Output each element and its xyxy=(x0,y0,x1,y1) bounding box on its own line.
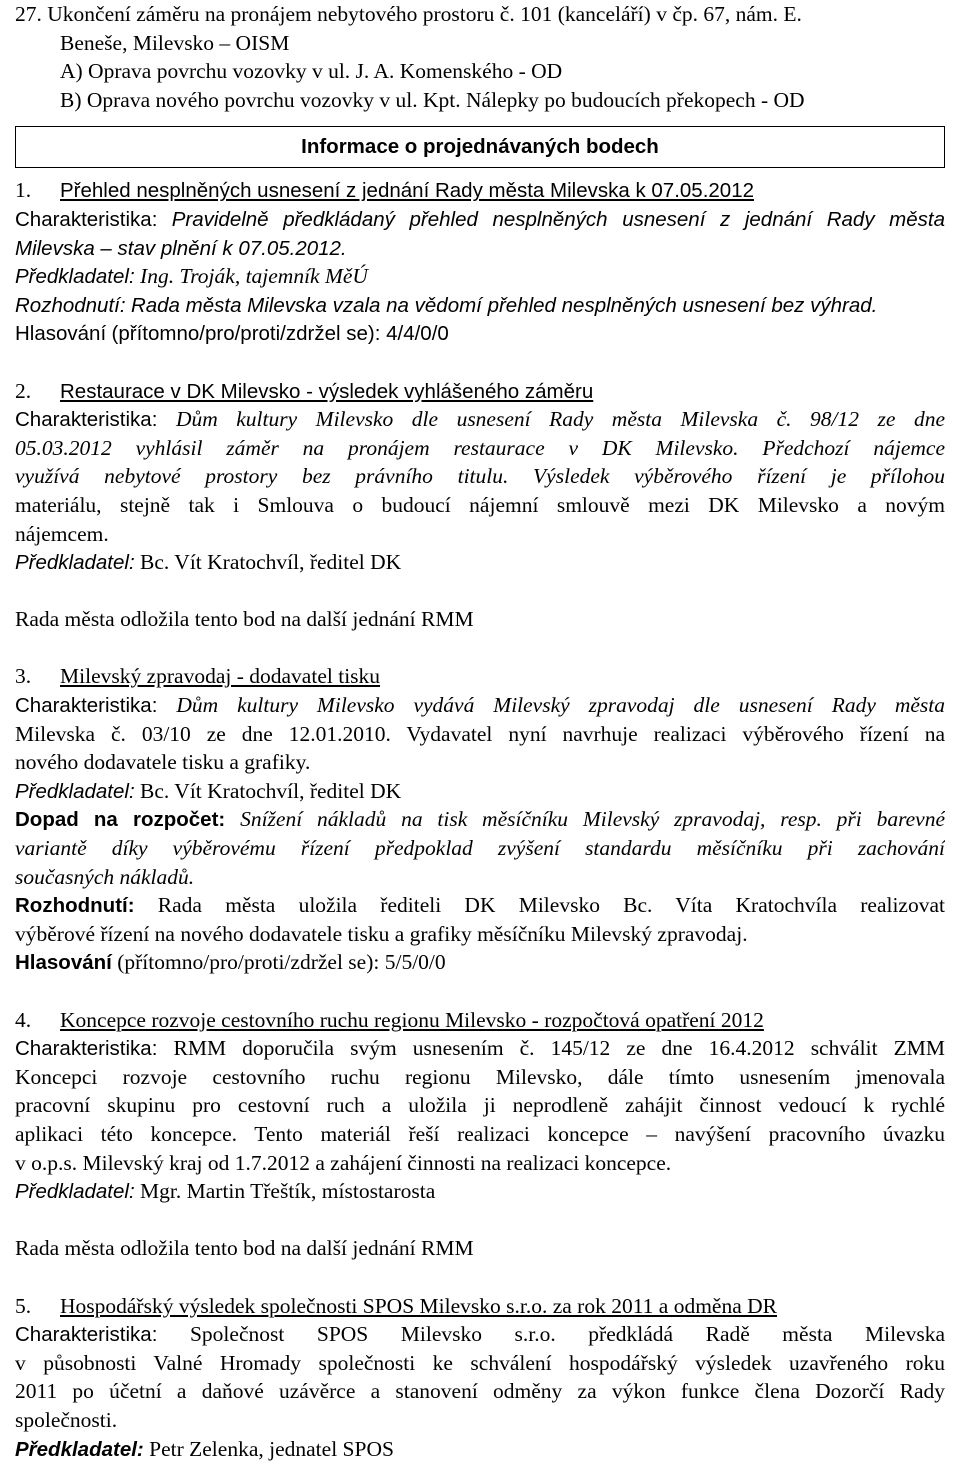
item-description-cont: 2011 po účetní a daňové uzávěrce a stanovení odměny za výkon funkce člena Dozorčí Rady xyxy=(15,1379,945,1404)
label-charakteristika: Charakteristika: xyxy=(15,1037,158,1061)
label-charakteristika: Charakteristika: xyxy=(15,207,158,231)
item-description: RMM doporučila svým usnesením č. 145/12 ze dne 16.4.2012 schválit ZMM xyxy=(173,1036,945,1061)
item-title: Koncepce rozvoje cestovního ruchu regionu Milevsko - rozpočtová opatření 2012 xyxy=(60,1007,764,1032)
item-1 xyxy=(15,176,945,348)
item-result: Rada města odložila tento bod na další jednání RMM xyxy=(15,607,474,632)
label-hlasovani: Hlasování xyxy=(15,322,107,346)
item-number: 2. xyxy=(15,378,32,403)
item-presenter: Bc. Vít Kratochvíl, ředitel DK xyxy=(140,550,402,575)
agenda-item-b: B) Oprava nového povrchu vozovky v ul. Kpt. Nálepky po budoucích překopech - OD xyxy=(60,87,805,112)
item-number: 1. xyxy=(15,178,32,203)
item-description-cont: společnosti. xyxy=(15,1407,118,1432)
item-2 xyxy=(15,377,945,634)
item-presenter: Bc. Vít Kratochvíl, ředitel DK xyxy=(140,778,402,803)
item-vote: (přítomno/pro/proti/zdržel se): 5/5/0/0 xyxy=(117,950,446,975)
label-predkladatel: Předkladatel: xyxy=(15,265,135,289)
item-description-cont: v o.p.s. Milevský kraj od 1.7.2012 a zahájení činnosti na realizaci koncepce. xyxy=(15,1150,672,1175)
item-presenter: Mgr. Martin Třeštík, místostarosta xyxy=(140,1179,436,1204)
item-result: Rada města odložila tento bod na další jednání RMM xyxy=(15,1236,474,1261)
item-number: 4. xyxy=(15,1007,32,1032)
item-title: Hospodářský výsledek společnosti SPOS Milevsko s.r.o. za rok 2011 a odměna DR xyxy=(60,1293,778,1318)
item-decision: Rada města Milevska vzala na vědomí přehled nesplněných usnesení bez výhrad. xyxy=(130,293,878,317)
item-description-cont: Milevska – stav plnění k 07.05.2012. xyxy=(15,236,347,260)
item-budget-impact-cont: variantě díky výběrovému řízení předpoklad zvýšení standardu měsíčníku při zachování xyxy=(15,836,945,861)
label-predkladatel: Předkladatel: xyxy=(15,551,135,575)
item-title: Milevský zpravodaj - dodavatel tisku xyxy=(60,664,381,689)
item-description-cont: aplikaci této koncepce. Tento materiál řeší realizaci koncepce – navýšení pracovního úvazku xyxy=(15,1121,945,1146)
item-description-cont: 05.03.2012 vyhlásil záměr na pronájem restaurace v DK Milevsko. Předchozí nájemce xyxy=(15,435,945,460)
item-description-cont: využívá nebytové prostory bez právního titulu. Výsledek výběrového řízení je přílohou xyxy=(15,464,945,489)
item-description-cont: materiálu, stejně tak i Smlouva o budoucí nájemní smlouvě mezi DK Milevsko a novým xyxy=(15,492,945,517)
item-decision-cont: výběrové řízení na nového dodavatele tisku a grafiky měsíčníku Milevský zpravodaj. xyxy=(15,921,748,946)
label-predkladatel: Předkladatel: xyxy=(15,1180,135,1204)
item-title: Přehled nesplněných usnesení z jednání Rady města Milevska k 07.05.2012 xyxy=(60,179,755,203)
label-charakteristika: Charakteristika: xyxy=(15,1323,158,1347)
label-hlasovani: Hlasování xyxy=(15,951,112,975)
item-budget-impact: Snížení nákladů na tisk měsíčníku Milevský zpravodaj, resp. při barevné xyxy=(240,807,945,832)
item-description-cont: Koncepci rozvoje cestovního ruchu regionu Milevsko, dále tímto usnesením jmenovala xyxy=(15,1064,945,1089)
item-number: 3. xyxy=(15,664,32,689)
item-description: Dům kultury Milevsko dle usnesení Rady města Milevska č. 98/12 ze dne xyxy=(175,407,945,432)
agenda-continuation xyxy=(15,0,945,114)
item-number: 5. xyxy=(15,1293,32,1318)
item-description-cont: nového dodavatele tisku a grafiky. xyxy=(15,750,311,775)
document-page xyxy=(15,0,945,1463)
item-presenter: Petr Zelenka, jednatel SPOS xyxy=(149,1436,394,1461)
agenda-item-27-cont: Beneše, Milevsko – OISM xyxy=(60,30,290,55)
item-presenter: Ing. Troják, tajemník MěÚ xyxy=(140,264,368,289)
item-description-cont: pracovní skupinu pro cestovní ruch a uložila ji neprodleně zahájit činnost vedoucí k rychlé xyxy=(15,1093,945,1118)
item-description: Pravidelně předkládaný přehled nesplněných usnesení z jednání Rady města xyxy=(171,207,945,231)
item-description: Dům kultury Milevsko vydává Milevský zpravodaj dle usnesení Rady města xyxy=(176,693,945,718)
agenda-item-a: A) Oprava povrchu vozovky v ul. J. A. Komenského - OD xyxy=(60,59,563,84)
label-charakteristika: Charakteristika: xyxy=(15,694,158,718)
label-charakteristika: Charakteristika: xyxy=(15,408,158,432)
agenda-item-27: 27. Ukončení záměru na pronájem nebytového prostoru č. 101 (kanceláří) v čp. 67, nám. E. xyxy=(15,2,802,26)
item-decision: Rada města uložila řediteli DK Milevsko Bc. Víta Kratochvíla realizovat xyxy=(157,893,945,918)
item-4 xyxy=(15,1006,945,1263)
label-dopad: Dopad na rozpočet: xyxy=(15,808,226,832)
item-vote: (přítomno/pro/proti/zdržel se): 4/4/0/0 xyxy=(111,322,449,346)
item-description-cont: nájemcem. xyxy=(15,521,109,546)
label-rozhodnuti: Rozhodnutí: xyxy=(15,894,135,918)
label-rozhodnuti: Rozhodnutí: xyxy=(15,293,126,317)
item-description: Společnost SPOS Milevsko s.r.o. předkládá Radě města Milevska xyxy=(189,1322,945,1347)
label-predkladatel: Předkladatel: xyxy=(15,1437,144,1461)
label-predkladatel: Předkladatel: xyxy=(15,779,135,803)
item-description-cont: Milevska č. 03/10 ze dne 12.01.2010. Vydavatel nyní navrhuje realizaci výběrového řízení na xyxy=(15,721,945,746)
item-description-cont: v působnosti Valné Hromady společnosti ke schválení hospodářský výsledek uzavřeného roku xyxy=(15,1350,945,1375)
item-title: Restaurace v DK Milevsko - výsledek vyhlášeného záměru xyxy=(60,379,594,403)
item-5 xyxy=(15,1292,945,1464)
section-banner: Informace o projednávaných bodech xyxy=(15,126,945,168)
item-budget-impact-cont: současných nákladů. xyxy=(15,864,195,889)
item-3 xyxy=(15,662,945,977)
